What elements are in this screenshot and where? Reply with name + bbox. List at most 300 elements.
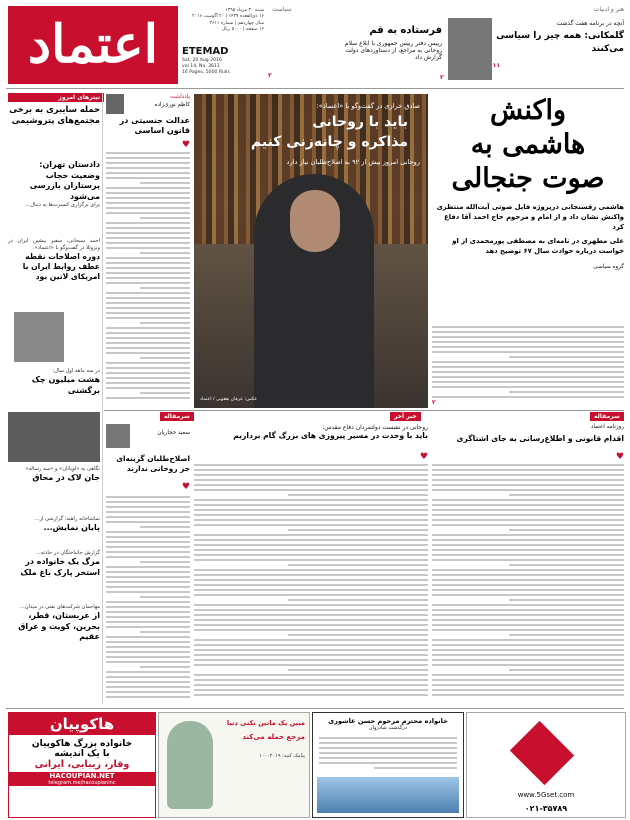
- opinion-body: [106, 496, 190, 702]
- text-line: [140, 392, 190, 394]
- text-line: [106, 566, 190, 568]
- sidebar-item-sub: نگاهی به «لویاتان» و «سه رساله»: [25, 466, 100, 472]
- masthead-rule: [6, 88, 624, 89]
- cover-kicker: صادق خرازی در گفت‌وگو با «اعتماد»:: [316, 102, 420, 110]
- text-line: [106, 496, 190, 498]
- text-line: [106, 606, 190, 608]
- text-line: [106, 676, 190, 678]
- text-line: [288, 669, 428, 671]
- text-line: [106, 242, 190, 244]
- text-line: [106, 302, 190, 304]
- sim-url[interactable]: www.5Gset.com: [517, 791, 575, 799]
- text-line: [106, 691, 190, 693]
- text-line: [288, 634, 428, 636]
- text-line: [106, 646, 190, 648]
- text-line: [106, 332, 190, 334]
- text-line: [194, 574, 428, 576]
- persian-date-line: ۱۶ ذی‌القعده ۱۴۳۷ | ۲۰ آگوست ۲۰۱۶: [192, 14, 264, 20]
- text-line: [432, 644, 624, 646]
- heart-icon: ♥: [615, 452, 624, 462]
- text-line: [432, 371, 624, 373]
- text-line: [106, 621, 190, 623]
- list-item: [8, 466, 100, 484]
- persian-date-line: شنبه ۳۰ مرداد ۱۳۹۵: [225, 8, 264, 13]
- top-right-page-ref: ۱۱: [492, 62, 500, 69]
- text-line: [374, 767, 457, 769]
- text-line: [194, 499, 428, 501]
- sidebar-divider: [102, 92, 103, 704]
- cover-subline: روحانی امروز بیش از ۹۲ به اصلاح‌طلبان نیاز دارد: [286, 158, 420, 166]
- right-tag: سرمقاله: [590, 412, 624, 421]
- text-line: [432, 351, 624, 353]
- portrait-photo: [448, 18, 492, 80]
- list-item: [8, 238, 100, 282]
- date-line: vol 14, No. 3611: [182, 64, 220, 69]
- text-line: [194, 469, 428, 471]
- text-line: [432, 594, 624, 596]
- text-line: [106, 307, 190, 309]
- logo: اعتماد: [27, 14, 159, 75]
- text-line: [106, 187, 190, 189]
- text-line: [194, 659, 428, 661]
- text-line: [106, 257, 190, 259]
- condolence-title: خانواده محترم مرحوم حسن عاشوری: [328, 717, 448, 725]
- text-line: [106, 551, 190, 553]
- main-deck: هاشمی رفسنجانی درپروژه فایل صوتی آیت‌الله منتظری واکنش نشان داد و از امام و مرحوم حاج احمد آقا دفاع کرد: [436, 203, 624, 231]
- text-line: [106, 656, 190, 658]
- text-line: [432, 549, 624, 551]
- cover-headline-2: مذاکره و چانه‌زنی کنیم: [250, 134, 408, 150]
- hacoupian-url[interactable]: HACOUPIAN.NET: [9, 772, 155, 780]
- text-line: [106, 651, 190, 653]
- text-line: [432, 654, 624, 656]
- text-line: [288, 599, 428, 601]
- left-sidebar: [8, 104, 100, 704]
- list-item: [8, 368, 100, 396]
- text-line: [432, 624, 624, 626]
- main-deck-2: علی مطهری در نامه‌ای به مصطفی پورمحمدی از او خواست درباره حوادث سال ۶۷ توضیح دهد: [452, 237, 624, 255]
- text-line: [194, 514, 428, 516]
- text-line: [106, 202, 190, 204]
- text-line: [106, 157, 190, 159]
- list-item: [8, 160, 100, 209]
- text-line: [432, 484, 624, 486]
- text-line: [194, 589, 428, 591]
- text-line: [106, 511, 190, 513]
- sidebar-item-title: هشت میلیون چک برگشتی: [31, 375, 100, 395]
- column-body: [106, 152, 190, 402]
- text-line: [194, 629, 428, 631]
- text-line: [106, 686, 190, 688]
- text-line: [432, 609, 624, 611]
- crowd-photo: [8, 412, 100, 462]
- date-line: Sat, 20 Aug 2016: [182, 58, 222, 63]
- sidebar-item-title: دوره اصلاحات نقطه عطف روابط ایران با امریکای لاتین بود: [22, 252, 100, 281]
- text-line: [194, 539, 428, 541]
- text-line: [106, 671, 190, 673]
- text-line: [432, 499, 624, 501]
- text-line: [106, 367, 190, 369]
- main-title-line: واکنش: [490, 95, 566, 126]
- text-line: [140, 631, 190, 633]
- text-line: [106, 337, 190, 339]
- sim-ad[interactable]: [466, 712, 626, 818]
- condolence-sub: درگذشت شادروان: [368, 725, 408, 731]
- top-center-page-ref: ۲: [440, 74, 444, 81]
- persian-date-line: سال چهاردهم | شماره ۳۶۱۱: [209, 20, 264, 26]
- center-title: باید با وحدت در مسیر پیروزی های بزرگ گام برداریم: [233, 431, 428, 440]
- text-line: [432, 629, 624, 631]
- text-line: [194, 519, 428, 521]
- text-line: [432, 544, 624, 546]
- text-line: [106, 611, 190, 613]
- top-center-kicker: سیاست: [272, 6, 292, 13]
- text-line: [194, 559, 428, 561]
- text-line: [194, 554, 428, 556]
- text-line: [432, 649, 624, 651]
- text-line: [106, 262, 190, 264]
- text-line: [194, 679, 428, 681]
- sidebar-item-sub: گزارش جانباختگان در حادثه...: [35, 550, 100, 556]
- cartoon-figure: [167, 721, 213, 809]
- text-line: [106, 352, 190, 354]
- text-line: [106, 696, 190, 698]
- text-line: [194, 479, 428, 481]
- text-line: [432, 336, 624, 338]
- text-line: [106, 397, 190, 399]
- main-page-ref: ۲: [432, 399, 436, 406]
- text-line: [140, 182, 190, 184]
- text-line: [140, 666, 190, 668]
- text-line: [106, 661, 190, 663]
- text-line: [509, 391, 624, 393]
- list-item: [8, 516, 100, 534]
- text-line: [106, 616, 190, 618]
- text-line: [194, 579, 428, 581]
- sidebar-item-sub: برای برگزاری کنسرت‌ها به دنبال...: [25, 202, 100, 208]
- text-line: [140, 596, 190, 598]
- text-line: [106, 192, 190, 194]
- text-line: [140, 287, 190, 289]
- text-line: [194, 594, 428, 596]
- text-line: [106, 501, 190, 503]
- text-line: [194, 524, 428, 526]
- text-line: [106, 162, 190, 164]
- persian-date-block: [182, 8, 264, 34]
- text-line: [432, 479, 624, 481]
- text-line: [106, 581, 190, 583]
- sim-phone[interactable]: ۰۲۱-۳۵۷۸۹: [524, 804, 568, 813]
- text-line: [432, 489, 624, 491]
- sidebar-item-title: از عربستان، قطر، بحرین، کویت و عراق عقیم: [18, 611, 100, 641]
- text-line: [509, 529, 624, 531]
- text-line: [194, 604, 428, 606]
- text-line: [106, 546, 190, 548]
- text-line: [194, 509, 428, 511]
- text-line: [432, 346, 624, 348]
- sim-graphic: [510, 721, 574, 785]
- sidebar-item-sub: در سه ماهه اول سال:: [52, 368, 100, 374]
- text-line: [106, 556, 190, 558]
- right-story: [432, 424, 624, 704]
- text-line: [106, 536, 190, 538]
- top-center-teaser: [272, 6, 442, 86]
- text-line: [106, 591, 190, 593]
- condolence-body: [319, 737, 457, 773]
- heart-icon: ♥: [181, 140, 190, 150]
- text-line: [106, 272, 190, 274]
- hacoupian-ad[interactable]: [8, 712, 156, 818]
- text-line: [432, 524, 624, 526]
- text-line: [432, 381, 624, 383]
- ambassador-photo: [14, 312, 64, 362]
- opinion-column: [106, 424, 190, 704]
- main-title: [432, 94, 624, 196]
- text-line: [106, 681, 190, 683]
- text-line: [106, 172, 190, 174]
- column-kicker: یادداشت: [170, 94, 190, 100]
- top-right-kicker: هنر و ادبیات: [593, 6, 624, 13]
- sidebar-item-title: حمله سایبری به برخی مجتمع‌های پتروشیمی: [9, 104, 100, 125]
- text-line: [194, 614, 428, 616]
- text-line: [194, 649, 428, 651]
- text-line: [106, 237, 190, 239]
- text-line: [106, 227, 190, 229]
- text-line: [106, 641, 190, 643]
- text-line: [288, 529, 428, 531]
- sidebar-item-title: دادستان تهران: وضعیت حجاب پرستاران بازرسی می‌شود: [29, 160, 100, 201]
- sidebar-item-title: مرگ یک خانواده در استخر پارک باغ ملک: [20, 557, 100, 577]
- top-center-line: رییس دفتر رییس جمهوری با ابلاغ سلام: [344, 40, 442, 47]
- text-line: [106, 167, 190, 169]
- text-line: [432, 619, 624, 621]
- author-photo: [106, 94, 124, 114]
- text-line: [432, 689, 624, 691]
- list-item: [8, 604, 100, 643]
- text-line: [106, 576, 190, 578]
- sidebar-item-title: پایان نمایش...: [43, 523, 100, 532]
- hacoupian-line3: وقار، زیبایی، ایرانی: [34, 759, 130, 770]
- masthead-page-number: ۲: [268, 72, 272, 79]
- text-line: [140, 252, 190, 254]
- text-line: [432, 554, 624, 556]
- text-line: [432, 504, 624, 506]
- text-line: [432, 539, 624, 541]
- text-line: [194, 674, 428, 676]
- text-line: [194, 609, 428, 611]
- text-line: [106, 197, 190, 199]
- right-body: [432, 464, 624, 702]
- text-line: [432, 331, 624, 333]
- text-line: [509, 494, 624, 496]
- text-line: [140, 561, 190, 563]
- hacoupian-line1: خانواده بزرگ هاکوپیان: [31, 739, 133, 749]
- text-line: [194, 694, 428, 696]
- text-line: [194, 654, 428, 656]
- column-author: کاظم نوری‌زاده: [154, 102, 190, 108]
- text-line: [106, 362, 190, 364]
- text-line: [140, 217, 190, 219]
- opinion-author: سعید حجاریان: [157, 430, 190, 436]
- text-line: [432, 579, 624, 581]
- text-line: [194, 619, 428, 621]
- text-line: [106, 207, 190, 209]
- text-line: [194, 639, 428, 641]
- center-lead: روحانی در نشست دولتمردان دفاع مقدس:: [322, 424, 428, 431]
- text-line: [319, 737, 457, 739]
- text-line: [106, 382, 190, 384]
- text-line: [106, 347, 190, 349]
- text-line: [319, 742, 457, 744]
- persian-date-line: ۱۶ صفحه | ۵۰۰۰ ریال: [221, 27, 264, 33]
- cover-credit: عکس: عرفان یعقوبی / اعتماد: [200, 397, 258, 402]
- text-line: [194, 689, 428, 691]
- text-line: [106, 636, 190, 638]
- text-line: [106, 506, 190, 508]
- text-line: [106, 571, 190, 573]
- text-line: [106, 267, 190, 269]
- text-line: [106, 372, 190, 374]
- heart-icon: ♥: [419, 452, 428, 462]
- text-line: [106, 531, 190, 533]
- text-line: [106, 377, 190, 379]
- text-line: [194, 504, 428, 506]
- main-story: [432, 94, 624, 406]
- condolence-image: [317, 777, 459, 813]
- center-kicker: خبر آخر: [390, 412, 421, 421]
- text-line: [432, 569, 624, 571]
- center-body: [194, 464, 428, 702]
- text-line: [432, 396, 624, 398]
- text-line: [432, 514, 624, 516]
- sidebar-item-title: جان لاک در محاق: [32, 473, 100, 482]
- date-line: 16 Pages, 5000 Rials: [182, 70, 230, 75]
- sidebar-item-sub: تماشاخانه راهبه؛ گزارشی از...: [34, 516, 100, 522]
- text-line: [106, 327, 190, 329]
- text-line: [432, 509, 624, 511]
- text-line: [106, 297, 190, 299]
- text-line: [432, 534, 624, 536]
- center-story: [194, 424, 428, 704]
- text-line: [432, 664, 624, 666]
- text-line: [194, 474, 428, 476]
- text-line: [509, 356, 624, 358]
- row-divider: [104, 410, 624, 411]
- text-line: [432, 604, 624, 606]
- text-line: [319, 762, 457, 764]
- text-line: [432, 679, 624, 681]
- ads-divider: [6, 708, 624, 709]
- cartoon-title: مبین یک ماتین نکنی دنیا: [226, 719, 305, 727]
- text-line: [432, 584, 624, 586]
- text-line: [432, 589, 624, 591]
- text-line: [106, 282, 190, 284]
- main-title-line: صوت جنجالی: [451, 163, 605, 194]
- opinion-title: اصلاح‌طلبان گزینه‌ای جز روحانی ندارند: [116, 454, 190, 473]
- hacoupian-telegram[interactable]: telegram.me/hacoupianinc: [9, 780, 155, 786]
- text-line: [106, 152, 190, 154]
- right-author: روزنامه اعتماد: [590, 424, 624, 430]
- text-line: [509, 634, 624, 636]
- heart-icon: ♥: [181, 482, 190, 492]
- cartoon-ad[interactable]: [158, 712, 310, 818]
- text-line: [194, 464, 428, 466]
- text-line: [319, 757, 457, 759]
- sidebar-tag: تیترهای امروز: [8, 93, 104, 102]
- text-line: [432, 326, 624, 328]
- text-line: [106, 177, 190, 179]
- text-line: [509, 564, 624, 566]
- text-line: [432, 614, 624, 616]
- text-line: [106, 212, 190, 214]
- text-line: [432, 519, 624, 521]
- text-line: [106, 342, 190, 344]
- text-line: [194, 569, 428, 571]
- text-line: [432, 559, 624, 561]
- text-line: [106, 626, 190, 628]
- top-right-lead: آنچه در برنامه هفت گذشت: [556, 20, 624, 27]
- text-line: [432, 474, 624, 476]
- cartoon-note: پیامک کنید: ۱۰۰۰۲۰۱۹: [259, 753, 305, 759]
- text-line: [509, 599, 624, 601]
- sidebar-item-sub: مهاجمان شرکت‌های نفتی در میدان...: [19, 604, 100, 610]
- list-item: [8, 104, 100, 126]
- date-block: [182, 58, 242, 76]
- cover-headline-1: باید با روحانی: [312, 114, 408, 130]
- text-line: [194, 584, 428, 586]
- text-line: [140, 357, 190, 359]
- right-title: اقدام قانونی و اطلاع‌رسانی به جای اشتاگری: [456, 434, 624, 443]
- text-line: [194, 624, 428, 626]
- cartoon-sub: مرجع حمله می‌کند: [242, 733, 305, 741]
- text-line: [106, 516, 190, 518]
- text-line: [106, 312, 190, 314]
- text-line: [106, 521, 190, 523]
- cover-photo: [194, 94, 428, 408]
- text-line: [194, 644, 428, 646]
- text-line: [194, 489, 428, 491]
- top-center-line: گزارش داد: [415, 54, 442, 61]
- text-line: [432, 341, 624, 343]
- text-line: [432, 639, 624, 641]
- text-line: [432, 464, 624, 466]
- masthead: [8, 6, 178, 84]
- main-section: گروه سیاسی: [593, 264, 624, 270]
- text-line: [432, 574, 624, 576]
- text-line: [194, 549, 428, 551]
- main-body: [432, 326, 624, 404]
- top-right-title: گلمکانی: همه چیز را سیاسی می‌کنند: [496, 31, 624, 54]
- text-line: [194, 484, 428, 486]
- column-justice: [106, 92, 190, 404]
- top-right-teaser: [448, 6, 624, 86]
- text-line: [194, 664, 428, 666]
- text-line: [432, 386, 624, 388]
- text-line: [288, 494, 428, 496]
- text-line: [432, 469, 624, 471]
- text-line: [106, 222, 190, 224]
- text-line: [432, 659, 624, 661]
- text-line: [106, 586, 190, 588]
- column-title: عدالت جنسیتی در قانون اساسی: [119, 116, 190, 135]
- top-center-title: فرستاده به قم: [369, 25, 442, 36]
- text-line: [288, 564, 428, 566]
- text-line: [509, 669, 624, 671]
- text-line: [194, 544, 428, 546]
- text-line: [140, 322, 190, 324]
- main-title-line: هاشمی به: [470, 129, 586, 160]
- text-line: [106, 541, 190, 543]
